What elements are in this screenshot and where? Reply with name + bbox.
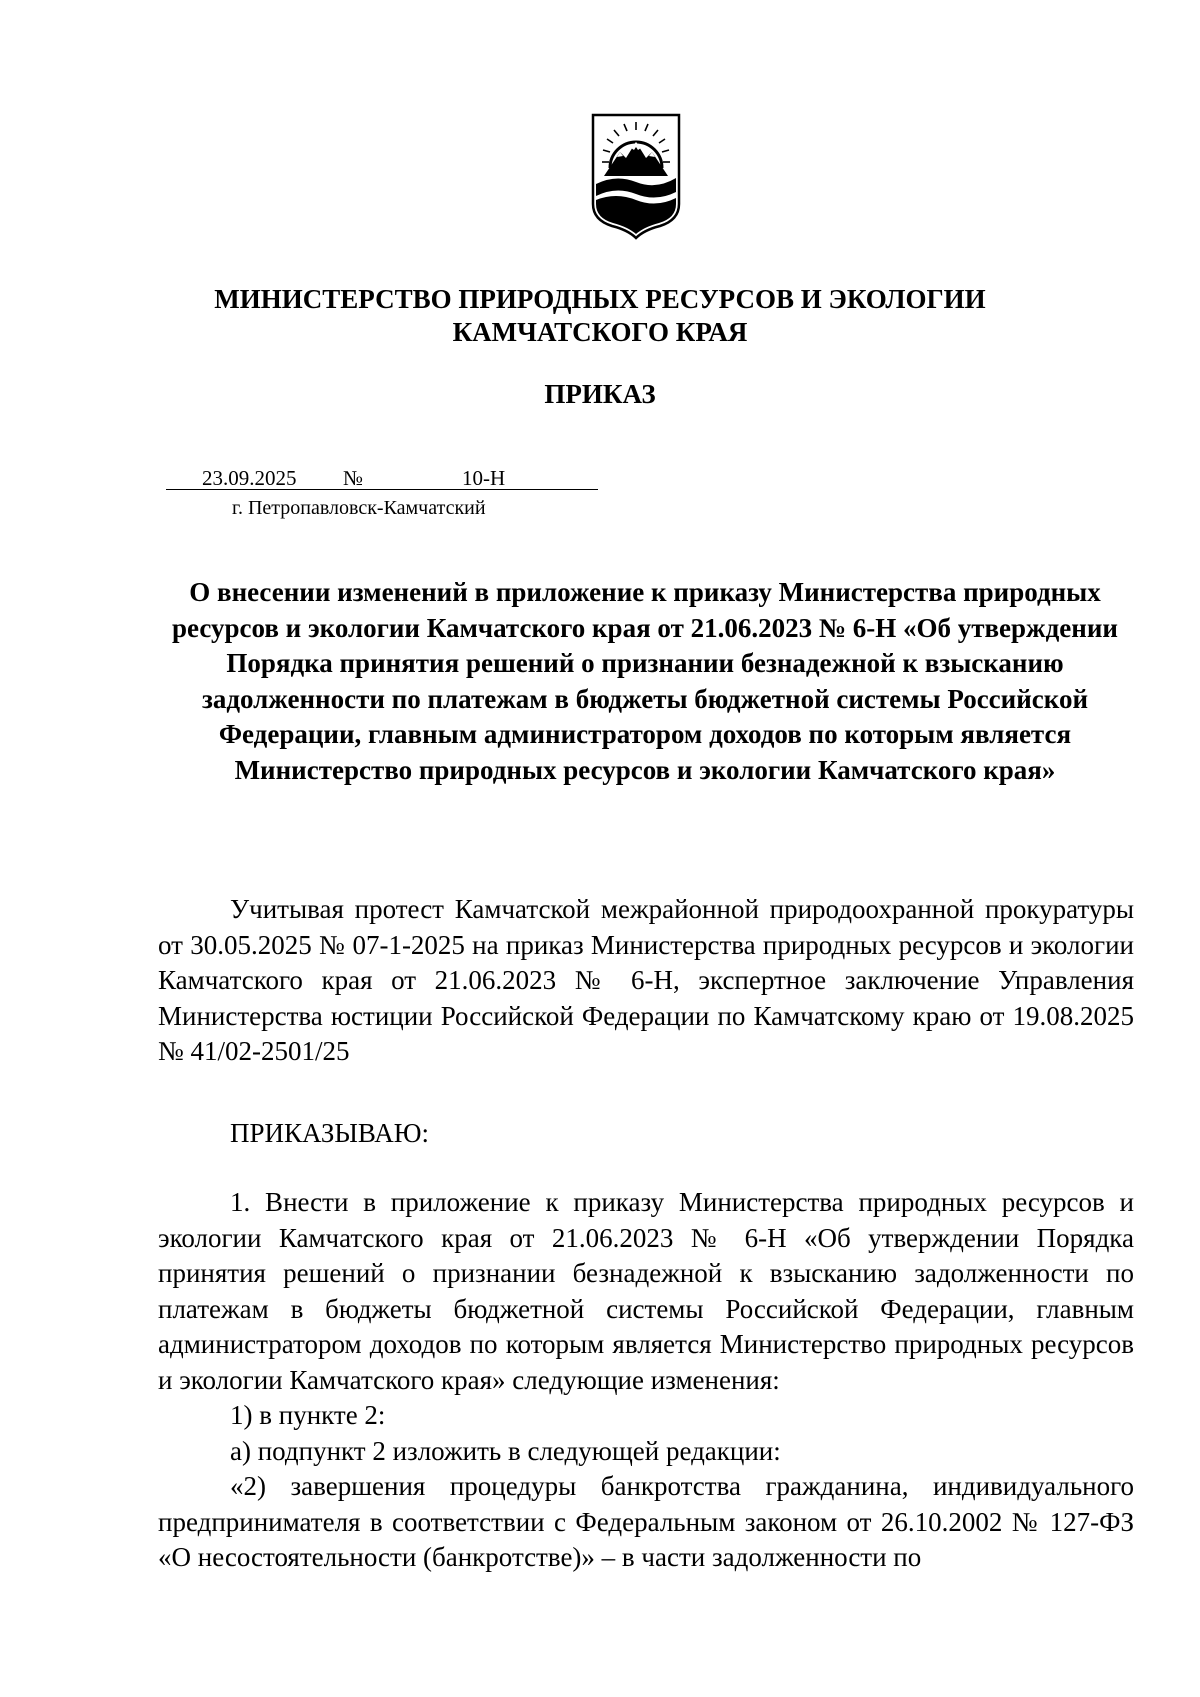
ministry-name-line1: МИНИСТЕРСТВО ПРИРОДНЫХ РЕСУРСОВ И ЭКОЛОГИИ: [214, 284, 986, 314]
preamble-paragraph: [158, 892, 1134, 1070]
order-meta-line: [166, 467, 598, 490]
order-city: г. Петропавловск-Камчатский: [232, 497, 486, 519]
order-date: 23.09.2025: [202, 466, 297, 490]
item-1-1-a: а) подпункт 2 изложить в следующей редакции:: [230, 1435, 781, 1466]
item-1-1: 1) в пункте 2:: [230, 1400, 386, 1430]
order-word: ПРИКАЗЫВАЮ:: [230, 1118, 429, 1148]
order-subject: О внесении изменений в приложение к приказу Министерства природных ресурсов и экологии Камчатского края от 21.06.2023 № 6-Н «Об утверждении Порядка принятия решений о признании безнадежной к взысканию задолженности по платежам в бюджеты бюджетной системы Российской Федерации, главным администратором доходов по которым является Министерство природных ресурсов и экологии Камчатского края»: [172, 577, 1118, 785]
item-1: 1. Внести в приложение к приказу Министерства природных ресурсов и экологии Камчатского края от 21.06.2023 № 6-Н «Об утверждении Порядка принятия решений о признании безнадежной к взысканию задолженности по платежам в бюджеты бюджетной системы Российской Федерации, главным администратором доходов по которым является Министерство природных ресурсов и экологии Камчатского края» следующие изменения:: [158, 1187, 1134, 1395]
order-title: ПРИКАЗ: [544, 379, 656, 409]
preamble-text: Учитывая протест Камчатской межрайонной природоохранной прокуратуры от 30.05.2025 № 07-1-2025 на приказ Министерства природных ресурсов и экологии Камчатского края от 21.06.2023 № 6-Н, экспертное заключение Управления Министерства юстиции Российской Федерации по Камчатскому краю от 19.08.2025 № 41/02-2501/25: [158, 894, 1134, 1066]
item-1-1-a-text: «2) завершения процедуры банкротства гражданина, индивидуального предпринимателя в соответствии с Федеральным законом от 26.10.2002 № 127-ФЗ «О несостоятельности (банкротстве)» – в части задолженности по: [158, 1471, 1134, 1572]
ministry-name: [0, 283, 1200, 349]
order-number-sign: №: [343, 466, 364, 490]
order-items: [158, 1185, 1134, 1576]
kamchatka-coat-of-arms-icon: [590, 112, 682, 240]
order-number: 10-Н: [462, 466, 506, 490]
ministry-name-line2: КАМЧАТСКОГО КРАЯ: [452, 317, 748, 347]
